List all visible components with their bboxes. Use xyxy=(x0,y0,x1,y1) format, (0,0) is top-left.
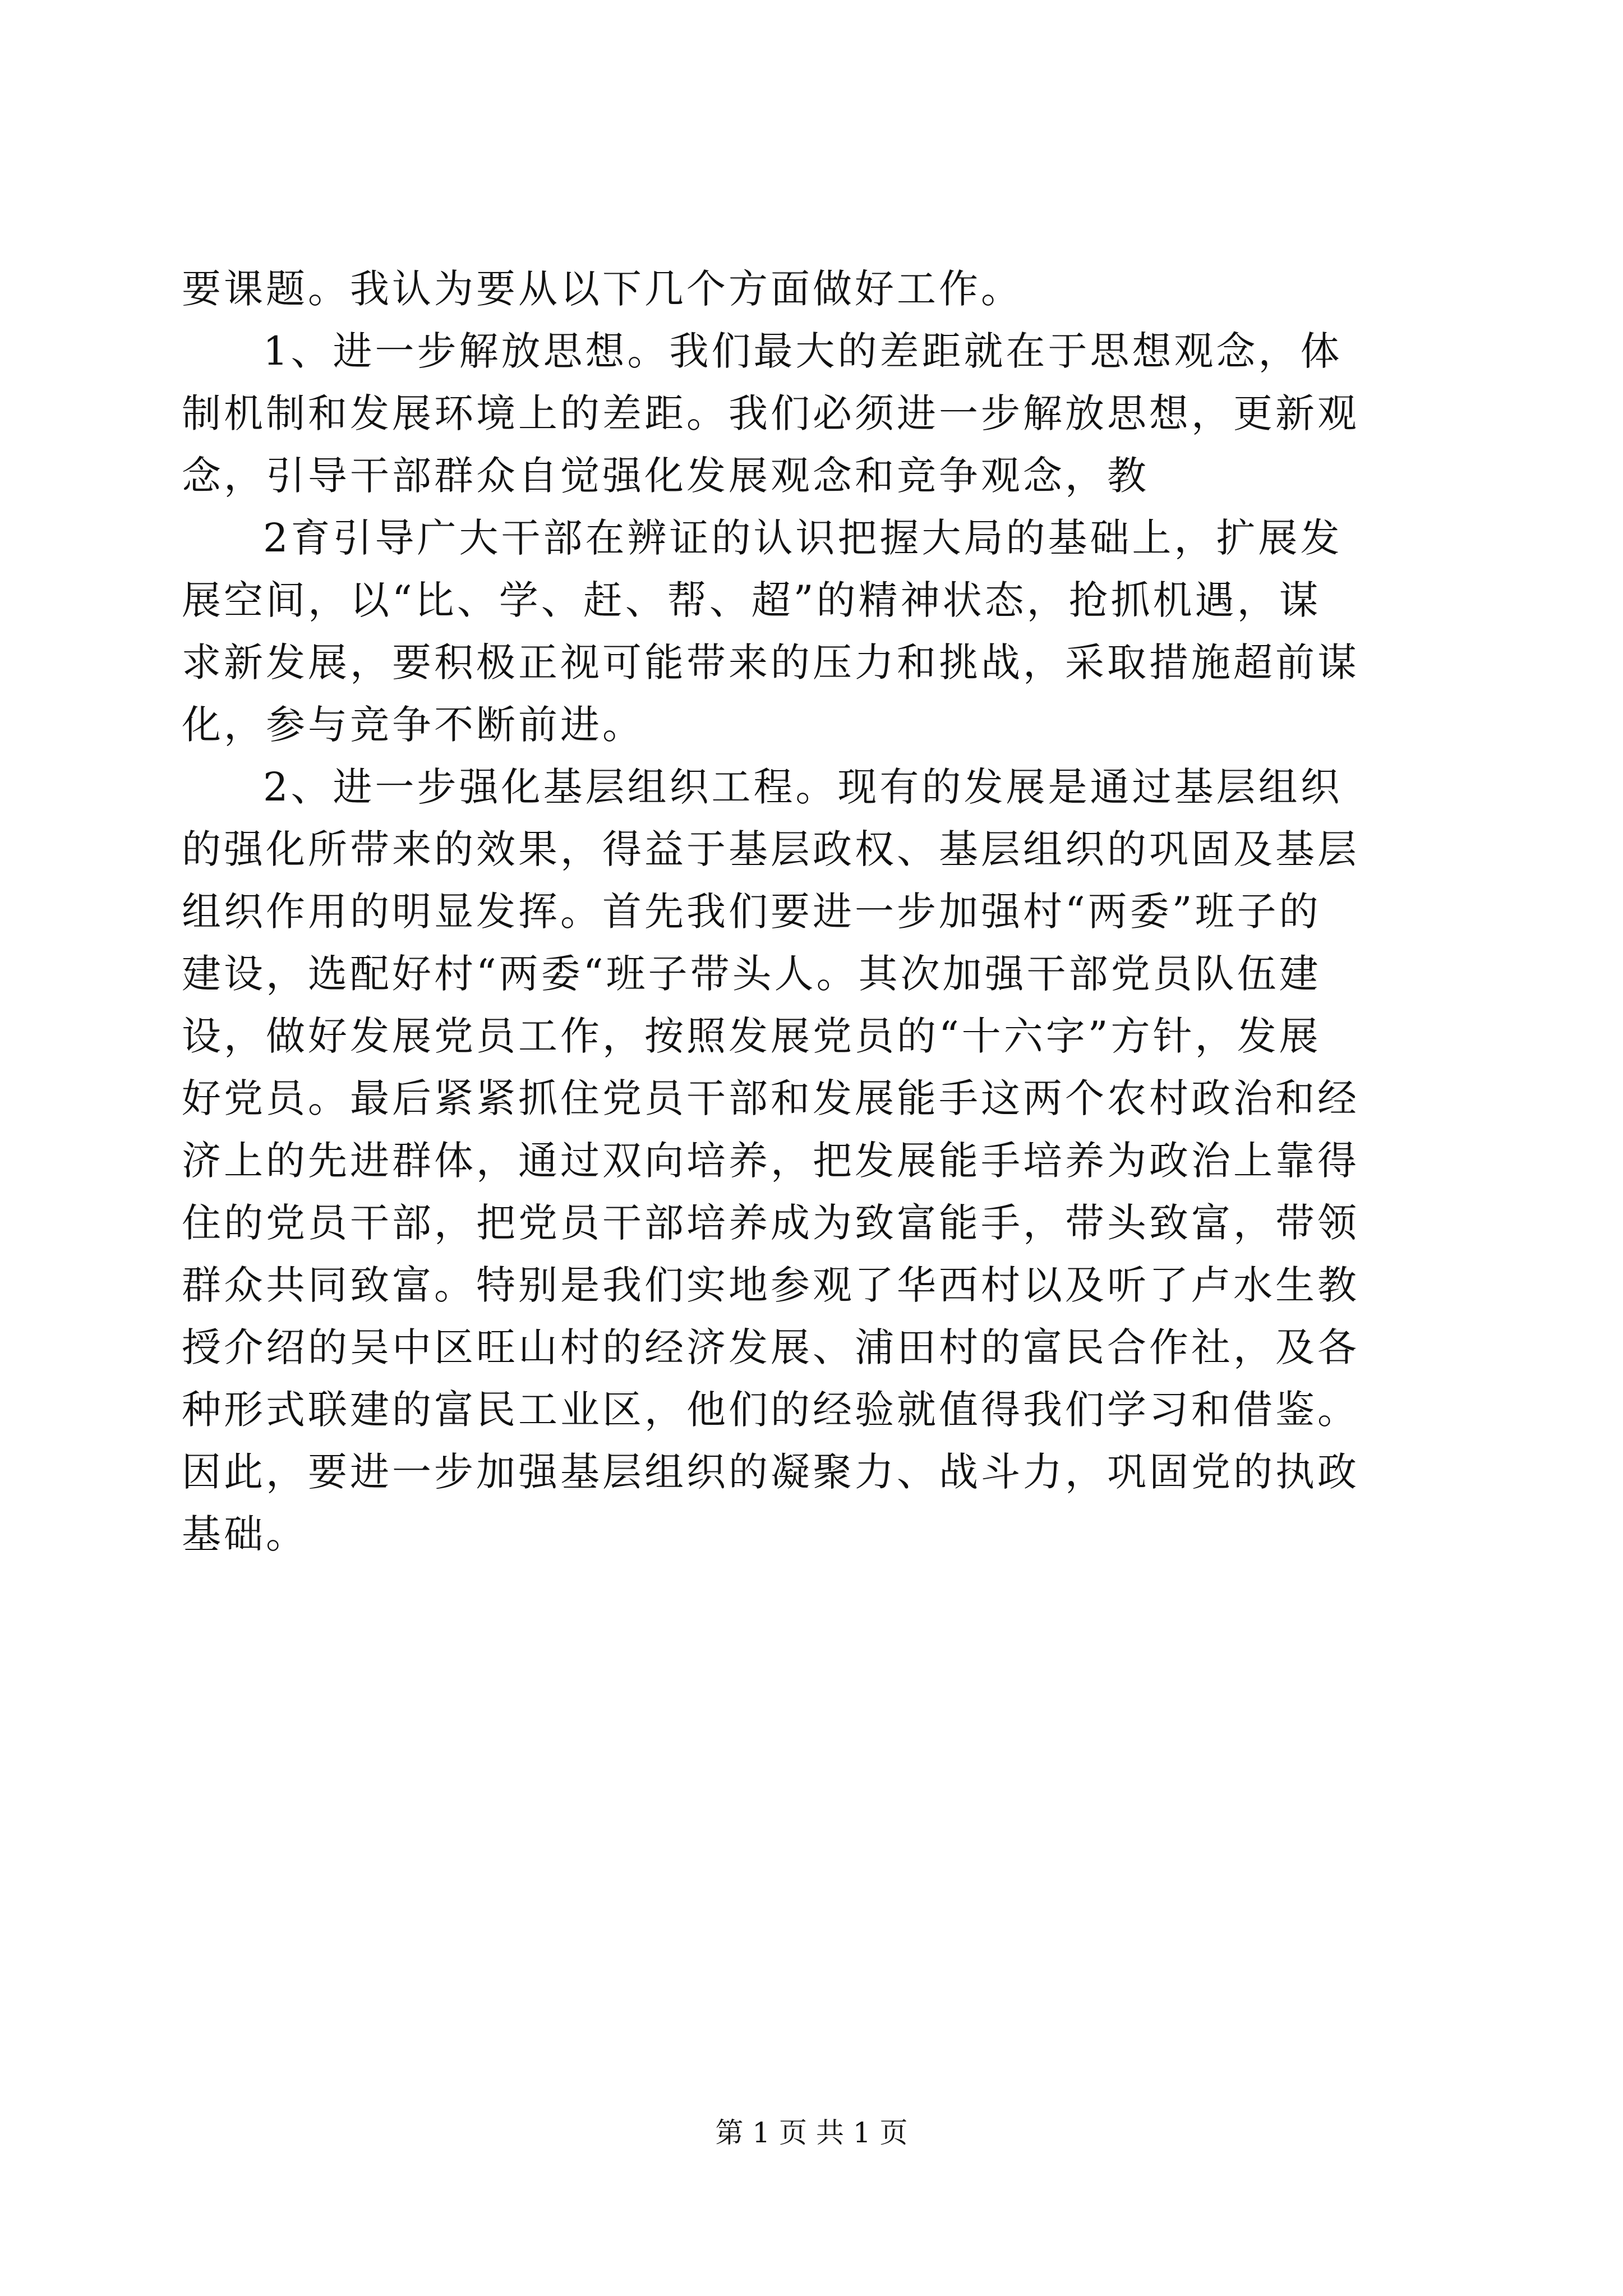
text-line: 住的党员干部，把党员干部培养成为致富能手，带头致富，带领 xyxy=(182,1200,1359,1246)
text-line: 种形式联建的富民工业区，他们的经验就值得我们学习和借鉴。 xyxy=(182,1387,1359,1433)
text-line: 建设，选配好村“两委“班子带头人。其次加强干部党员队伍建 xyxy=(182,951,1321,997)
text-line: 制机制和发展环境上的差距。我们必须进一步解放思想，更新观 xyxy=(182,390,1359,436)
page-number-label: 第 1 页 共 1 页 xyxy=(715,2116,908,2149)
text-line: 展空间，以“比、学、赶、帮、超”的精神状态，抢抓机遇，谋 xyxy=(182,577,1321,623)
text-line: 群众共同致富。特别是我们实地参观了华西村以及听了卢水生教 xyxy=(182,1262,1359,1308)
paragraph-1-line: 1、进一步解放思想。我们最大的差距就在于思想观念，体 xyxy=(263,328,1343,374)
text-line: 基础。 xyxy=(182,1511,308,1557)
text-line: 组织作用的明显发挥。首先我们要进一步加强村“两委”班子的 xyxy=(182,889,1321,935)
text-line: 济上的先进群体，通过双向培养，把发展能手培养为政治上靠得 xyxy=(182,1138,1359,1184)
text-line: 要课题。我认为要从以下几个方面做好工作。 xyxy=(182,266,1023,312)
text-line: 设，做好发展党员工作，按照发展党员的“十六字”方针，发展 xyxy=(182,1013,1321,1059)
text-line: 念，引导干部群众自觉强化发展观念和竞争观念，教 xyxy=(182,453,1149,499)
text-line: 好党员。最后紧紧抓住党员干部和发展能手这两个农村政治和经 xyxy=(182,1075,1359,1121)
text-line: 的强化所带来的效果，得益于基层政权、基层组织的巩固及基层 xyxy=(182,826,1359,872)
text-line: 因此，要进一步加强基层组织的凝聚力、战斗力，巩固党的执政 xyxy=(182,1449,1359,1495)
paragraph-2-line: 2育引导广大干部在辨证的认识把握大局的基础上，扩展发 xyxy=(263,515,1343,561)
text-line: 授介绍的吴中区旺山村的经济发展、浦田村的富民合作社，及各 xyxy=(182,1324,1359,1370)
document-body xyxy=(182,258,1447,1566)
paragraph-3-line: 2、进一步强化基层组织工程。现有的发展是通过基层组织 xyxy=(263,764,1343,810)
text-line: 求新发展，要积极正视可能带来的压力和挑战，采取措施超前谋 xyxy=(182,639,1359,685)
page-footer xyxy=(0,2110,1623,2155)
text-line: 化，参与竞争不断前进。 xyxy=(182,702,644,748)
